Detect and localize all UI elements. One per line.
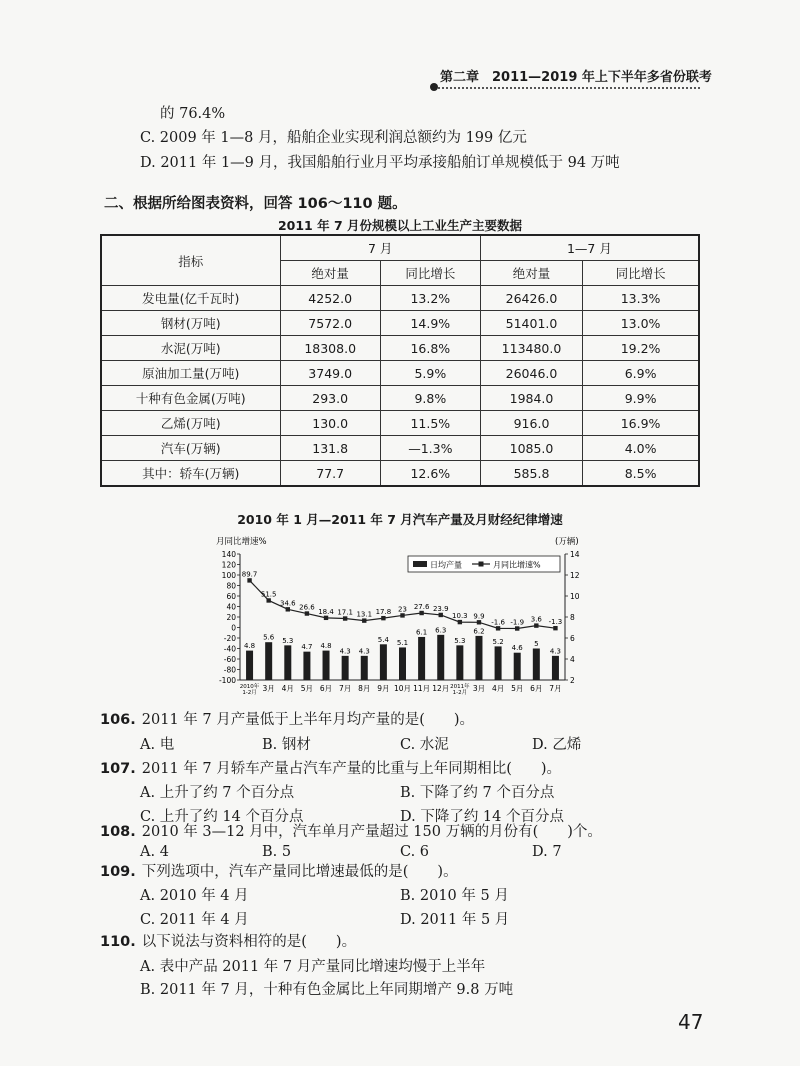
header-bullet bbox=[430, 83, 438, 91]
question-number: 106. bbox=[100, 712, 136, 728]
answer-option[interactable]: D. 7 bbox=[532, 844, 562, 860]
bar-value-label: 5.3 bbox=[282, 636, 294, 645]
chapter-header: 第二章 2011—2019 年上下半年多省份联考 bbox=[440, 70, 712, 85]
growth-value-label: -1.6 bbox=[491, 618, 505, 627]
bar-value-label: 5.6 bbox=[263, 633, 275, 642]
answer-option[interactable]: A. 4 bbox=[140, 844, 169, 860]
cell-j-yoy: 5.9% bbox=[380, 361, 480, 386]
growth-point bbox=[477, 620, 481, 624]
bar-daily-output bbox=[303, 652, 310, 680]
answer-option[interactable]: B. 下降了约 7 个百分点 bbox=[400, 785, 555, 801]
col-cum-yoy: 同比增长 bbox=[583, 261, 699, 286]
right-tick-label: 10 bbox=[570, 591, 580, 601]
cell-c-abs: 51401.0 bbox=[480, 311, 582, 336]
question-text: 2011 年 7 月轿车产量占汽车产量的比重与上年同期相比( )。 bbox=[141, 761, 562, 777]
growth-value-label: -1.9 bbox=[510, 618, 525, 627]
cell-c-abs: 1984.0 bbox=[480, 386, 582, 411]
cell-j-abs: 18308.0 bbox=[280, 336, 380, 361]
cell-c-yoy: 13.0% bbox=[583, 311, 699, 336]
chart-legend bbox=[408, 556, 560, 572]
growth-point bbox=[305, 611, 309, 615]
growth-value-label: 27.6 bbox=[413, 603, 430, 612]
growth-point bbox=[343, 616, 347, 620]
cell-c-abs: 585.8 bbox=[480, 461, 582, 487]
question-number: 108. bbox=[100, 824, 136, 840]
question-106 bbox=[100, 708, 474, 729]
growth-point bbox=[286, 607, 290, 611]
left-tick-label: 120 bbox=[221, 560, 236, 570]
x-tick-label: 4月 bbox=[281, 684, 294, 693]
bar-value-label: 4.3 bbox=[339, 647, 351, 656]
production-chart bbox=[200, 530, 600, 700]
left-tick-label: 140 bbox=[221, 549, 236, 559]
bar-value-label: 5 bbox=[534, 640, 539, 648]
answer-option[interactable]: A. 电 bbox=[140, 737, 175, 753]
growth-point bbox=[324, 616, 328, 620]
bar-daily-output bbox=[361, 656, 368, 680]
growth-point bbox=[381, 616, 385, 620]
growth-value-label: 3.6 bbox=[530, 615, 542, 624]
bar-daily-output bbox=[552, 656, 559, 680]
cell-j-abs: 3749.0 bbox=[280, 361, 380, 386]
answer-option[interactable]: C. 6 bbox=[400, 844, 430, 860]
industrial-data-table bbox=[100, 234, 700, 487]
bar-daily-output bbox=[514, 653, 521, 680]
col-group-jan-jul: 1—7 月 bbox=[480, 235, 699, 261]
bar-daily-output bbox=[265, 642, 272, 680]
cell-name: 十种有色金属(万吨) bbox=[101, 386, 280, 411]
bar-value-label: 6.2 bbox=[473, 627, 485, 636]
cell-j-yoy: —1.3% bbox=[380, 436, 480, 461]
col-group-july: 7 月 bbox=[280, 235, 480, 261]
x-tick-label: 7月 bbox=[339, 684, 352, 693]
cell-c-abs: 26426.0 bbox=[480, 286, 582, 311]
question-number: 110. bbox=[100, 934, 136, 950]
x-tick-label: 6月 bbox=[530, 684, 543, 693]
left-tick-label: 20 bbox=[226, 612, 236, 622]
left-tick-label: -100 bbox=[218, 675, 236, 685]
bar-value-label: 5.2 bbox=[492, 637, 504, 646]
x-tick-label: 6月 bbox=[319, 684, 333, 693]
bar-daily-output bbox=[380, 644, 387, 680]
bar-value-label: 6.1 bbox=[416, 628, 428, 637]
question-text: 以下说法与资料相符的是( )。 bbox=[141, 934, 357, 950]
growth-value-label: 10.3 bbox=[452, 612, 468, 621]
answer-option[interactable]: A. 2010 年 4 月 bbox=[140, 888, 249, 904]
growth-value-label: 18.4 bbox=[318, 607, 334, 616]
legend-bar-swatch bbox=[413, 561, 427, 567]
bar-daily-output bbox=[475, 636, 482, 680]
bar-daily-output bbox=[456, 645, 463, 680]
x-tick-label: 3月 bbox=[262, 684, 275, 693]
x-tick-label: 5月 bbox=[511, 684, 524, 693]
right-tick-label: 8 bbox=[570, 612, 575, 622]
table-row bbox=[101, 386, 699, 411]
answer-option[interactable]: B. 2010 年 5 月 bbox=[400, 888, 509, 904]
table-row bbox=[101, 436, 699, 461]
question-text: 2010 年 3—12 月中，汽车单月产量超过 150 万辆的月份有( )个。 bbox=[141, 824, 602, 840]
growth-value-label: 17.8 bbox=[375, 608, 392, 617]
bar-daily-output bbox=[495, 646, 502, 680]
question-text: 2011 年 7 月产量低于上半年月均产量的是( )。 bbox=[141, 712, 475, 728]
x-tick-label: 2011年 bbox=[450, 684, 470, 690]
x-tick-label: 2010年 bbox=[239, 684, 260, 690]
bar-value-label: 4.7 bbox=[301, 643, 313, 652]
question-number: 109. bbox=[100, 864, 136, 880]
answer-option[interactable]: B. 2011 年 7 月，十种有色金属比上年同期增产 9.8 万吨 bbox=[140, 982, 514, 998]
growth-point bbox=[515, 626, 519, 630]
cell-name: 发电量(亿千瓦时) bbox=[101, 286, 280, 311]
x-tick-label: 5月 bbox=[300, 684, 314, 693]
cell-j-yoy: 9.8% bbox=[380, 386, 480, 411]
answer-option[interactable]: B. 钢材 bbox=[262, 737, 311, 753]
x-tick-label: 1-2月 bbox=[452, 690, 468, 696]
left-tick-label: -20 bbox=[223, 633, 236, 643]
bar-value-label: 4.6 bbox=[511, 644, 523, 653]
bar-value-label: 6.3 bbox=[435, 626, 447, 635]
cell-j-abs: 131.8 bbox=[280, 436, 380, 461]
left-tick-label: -60 bbox=[223, 654, 236, 664]
answer-option[interactable]: C. 上升了约 14 个百分点 bbox=[140, 809, 304, 825]
cell-c-abs: 26046.0 bbox=[480, 361, 582, 386]
growth-value-label: 26.6 bbox=[299, 603, 315, 612]
left-tick-label: 60 bbox=[226, 591, 236, 601]
table-row bbox=[101, 311, 699, 336]
x-tick-label: 4月 bbox=[491, 684, 505, 693]
question-109 bbox=[100, 860, 458, 881]
bar-daily-output bbox=[418, 637, 425, 680]
x-tick-label: 9月 bbox=[377, 684, 390, 693]
table-row bbox=[101, 336, 699, 361]
answer-option[interactable]: C. 2011 年 4 月 bbox=[140, 912, 249, 928]
answer-option[interactable]: D. 乙烯 bbox=[532, 737, 582, 753]
table-row bbox=[101, 286, 699, 311]
cell-c-abs: 916.0 bbox=[480, 411, 582, 436]
bar-value-label: 4.3 bbox=[549, 647, 562, 656]
right-tick-label: 4 bbox=[570, 654, 575, 664]
growth-value-label: 13.1 bbox=[356, 610, 373, 619]
table-title: 2011 年 7 月份规模以上工业生产主要数据 bbox=[277, 218, 523, 233]
growth-point bbox=[439, 613, 443, 617]
answer-option[interactable]: D. 下降了约 14 个百分点 bbox=[400, 809, 564, 825]
cell-j-yoy: 14.9% bbox=[380, 311, 480, 336]
right-tick-label: 6 bbox=[570, 633, 575, 643]
right-tick-label: 2 bbox=[570, 675, 575, 685]
cell-name: 钢材(万吨) bbox=[101, 311, 280, 336]
x-tick-label: 8月 bbox=[358, 684, 371, 693]
growth-value-label: 17.1 bbox=[337, 608, 353, 617]
x-tick-label: 1-2月 bbox=[242, 690, 257, 696]
growth-point bbox=[419, 611, 423, 615]
x-tick-label: 11月 bbox=[413, 684, 431, 693]
col-july-abs: 绝对量 bbox=[280, 261, 380, 286]
bar-daily-output bbox=[437, 635, 444, 680]
growth-point bbox=[496, 626, 500, 630]
header-dotted-rule bbox=[438, 87, 700, 89]
section-heading: 二、根据所给图表资料，回答 106～110 题。 bbox=[104, 196, 407, 212]
answer-option[interactable]: B. 5 bbox=[262, 844, 292, 860]
growth-value-label: 9.9 bbox=[473, 612, 485, 621]
left-tick-label: 0 bbox=[231, 623, 236, 633]
chart-title: 2010 年 1 月—2011 年 7 月汽车产量及月财经纪律增速 bbox=[237, 512, 563, 527]
left-tick-label: 100 bbox=[221, 570, 236, 580]
cell-c-yoy: 16.9% bbox=[583, 411, 699, 436]
growth-value-label: 23.9 bbox=[432, 604, 449, 613]
left-tick-label: -40 bbox=[223, 644, 236, 654]
bar-value-label: 5.1 bbox=[396, 638, 409, 647]
left-axis-label: 月同比增速% bbox=[216, 537, 267, 547]
bar-daily-output bbox=[342, 656, 349, 680]
growth-value-label: 51.5 bbox=[260, 590, 277, 599]
cell-c-yoy: 8.5% bbox=[583, 461, 699, 487]
growth-value-label: 23 bbox=[398, 605, 407, 614]
x-tick-label: 12月 bbox=[432, 684, 450, 693]
col-indicator: 指标 bbox=[101, 235, 280, 286]
cell-c-abs: 1085.0 bbox=[480, 436, 582, 461]
growth-value-label: 34.6 bbox=[279, 599, 296, 608]
question-107 bbox=[100, 757, 561, 778]
growth-point bbox=[400, 613, 404, 617]
table-row bbox=[101, 361, 699, 386]
cell-name: 水泥(万吨) bbox=[101, 336, 280, 361]
option-c-line: C. 2009 年 1—8 月，船舶企业实现利润总额约为 199 亿元 bbox=[140, 130, 527, 146]
answer-option[interactable]: A. 上升了约 7 个百分点 bbox=[140, 785, 295, 801]
growth-point bbox=[534, 623, 538, 627]
growth-point bbox=[458, 620, 462, 624]
growth-value-label: -1.3 bbox=[548, 618, 563, 627]
question-110 bbox=[100, 930, 356, 951]
growth-point bbox=[247, 578, 251, 582]
cell-c-yoy: 19.2% bbox=[583, 336, 699, 361]
cell-j-abs: 130.0 bbox=[280, 411, 380, 436]
right-axis-label: (万辆) bbox=[555, 537, 579, 547]
cell-c-abs: 113480.0 bbox=[480, 336, 582, 361]
cell-j-yoy: 13.2% bbox=[380, 286, 480, 311]
growth-point bbox=[362, 618, 366, 622]
right-tick-label: 12 bbox=[570, 570, 580, 580]
col-july-yoy: 同比增长 bbox=[380, 261, 480, 286]
cell-c-yoy: 9.9% bbox=[583, 386, 699, 411]
answer-option[interactable]: D. 2011 年 5 月 bbox=[400, 912, 510, 928]
cell-name: 其中：轿车(万辆) bbox=[101, 461, 280, 487]
bar-daily-output bbox=[399, 647, 406, 680]
question-number: 107. bbox=[100, 761, 136, 777]
cell-j-abs: 7572.0 bbox=[280, 311, 380, 336]
cell-name: 乙烯(万吨) bbox=[101, 411, 280, 436]
bar-daily-output bbox=[284, 645, 291, 680]
legend-line-label: 月同比增速% bbox=[493, 560, 541, 570]
growth-point bbox=[266, 598, 270, 602]
cell-j-abs: 77.7 bbox=[280, 461, 380, 487]
answer-option[interactable]: C. 水泥 bbox=[400, 737, 449, 753]
question-text: 下列选项中，汽车产量同比增速最低的是( )。 bbox=[141, 864, 458, 880]
cell-name: 原油加工量(万吨) bbox=[101, 361, 280, 386]
option-d-line: D. 2011 年 1—9 月，我国船舶行业月平均承接船舶订单规模低于 94 万吨 bbox=[140, 155, 620, 171]
cell-c-yoy: 13.3% bbox=[583, 286, 699, 311]
cell-c-yoy: 4.0% bbox=[583, 436, 699, 461]
x-tick-label: 7月 bbox=[549, 684, 562, 693]
bar-value-label: 4.3 bbox=[358, 647, 370, 656]
bar-value-label: 5.4 bbox=[377, 635, 389, 644]
bar-value-label: 4.8 bbox=[320, 642, 332, 651]
cell-j-yoy: 11.5% bbox=[380, 411, 480, 436]
right-tick-label: 14 bbox=[570, 549, 580, 559]
page-number: 47 bbox=[678, 1010, 704, 1034]
left-tick-label: 40 bbox=[226, 602, 236, 612]
growth-point bbox=[553, 626, 557, 630]
answer-option[interactable]: A. 表中产品 2011 年 7 月产量同比增速均慢于上半年 bbox=[140, 959, 486, 975]
cell-j-abs: 293.0 bbox=[280, 386, 380, 411]
x-tick-label: 10月 bbox=[393, 684, 412, 693]
cell-j-yoy: 16.8% bbox=[380, 336, 480, 361]
col-cum-abs: 绝对量 bbox=[480, 261, 582, 286]
bar-daily-output bbox=[533, 649, 540, 681]
x-tick-label: 3月 bbox=[472, 684, 486, 693]
cell-c-yoy: 6.9% bbox=[583, 361, 699, 386]
continued-line: 的 76.4% bbox=[160, 106, 226, 122]
cell-name: 汽车(万辆) bbox=[101, 436, 280, 461]
legend-bar-label: 日均产量 bbox=[430, 560, 462, 570]
left-tick-label: 80 bbox=[226, 581, 236, 591]
bar-daily-output bbox=[323, 651, 330, 680]
bar-daily-output bbox=[246, 651, 253, 680]
bar-value-label: 5.3 bbox=[454, 636, 466, 645]
table-row bbox=[101, 411, 699, 436]
left-tick-label: -80 bbox=[223, 665, 236, 675]
growth-value-label: 89.7 bbox=[241, 570, 258, 579]
cell-j-yoy: 12.6% bbox=[380, 461, 480, 487]
legend-line-marker bbox=[479, 562, 484, 567]
question-108 bbox=[100, 820, 602, 841]
table-row bbox=[101, 461, 699, 487]
cell-j-abs: 4252.0 bbox=[280, 286, 380, 311]
bar-value-label: 4.8 bbox=[243, 642, 256, 651]
